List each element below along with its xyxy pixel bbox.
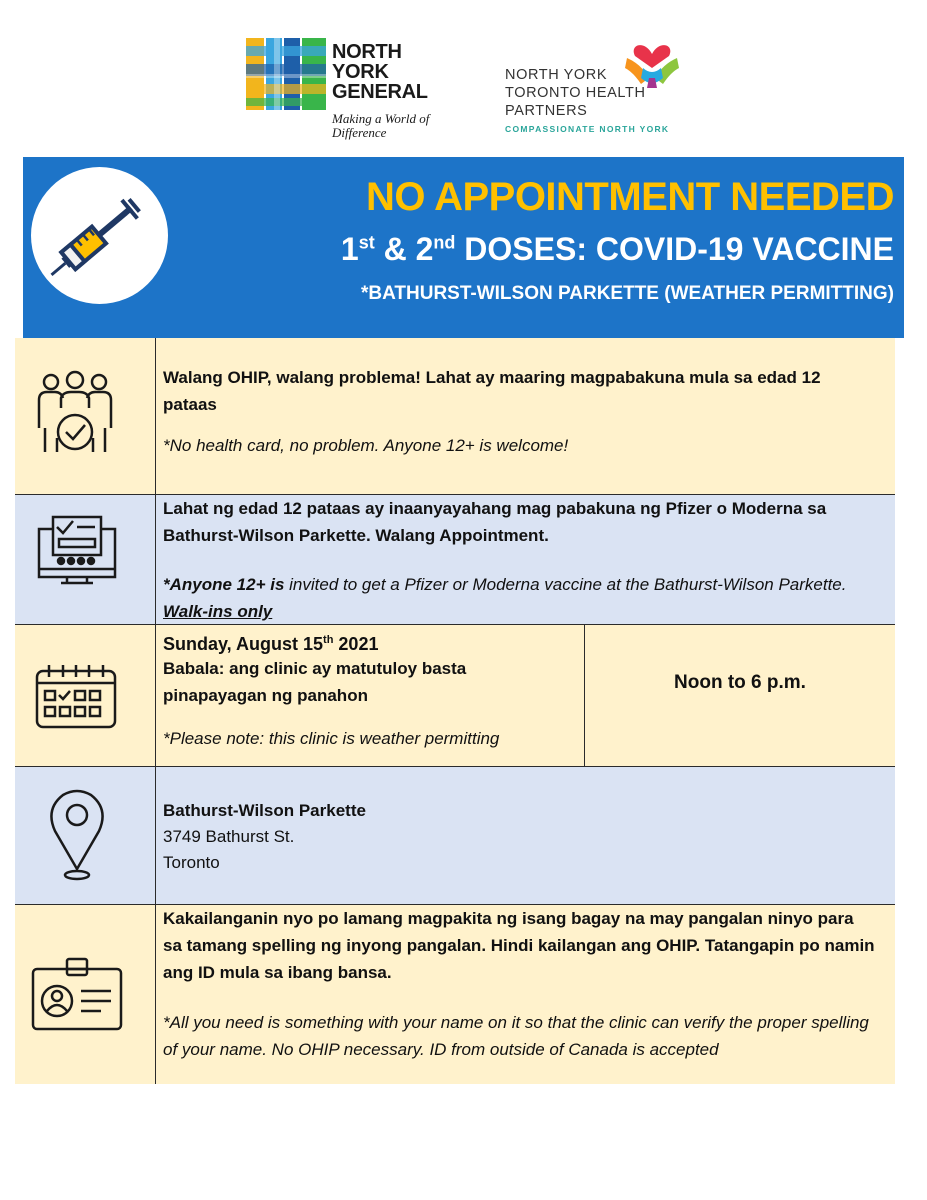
ohip-tagalog: Walang OHIP, walang problema! Lahat ay maaring magpabakuna mula sa edad 12 pataas	[163, 368, 821, 414]
weather-note-english: *Please note: this clinic is weather permitting	[163, 729, 500, 748]
clinic-date: Sunday, August 15th 2021	[163, 634, 379, 654]
id-english: *All you need is something with your name on it so that the clinic can verify the proper spelling of your name. No OHIP necessary. ID from outside of Canada is accepted	[163, 1013, 869, 1059]
nyt-health-partners-logo	[505, 38, 695, 138]
banner-title: NO APPOINTMENT NEEDED	[365, 175, 894, 219]
computer-checklist-icon	[37, 515, 117, 585]
nth-name: NORTH YORK TORONTO HEALTH PARTNERS	[505, 67, 646, 119]
row-date-time	[15, 624, 895, 766]
calendar-icon	[35, 663, 117, 729]
north-york-general-logo	[246, 38, 446, 148]
invite-english: *Anyone 12+ is invited to get a Pfizer or Moderna vaccine at the Bathurst-Wilson Parkette. Walk-ins only	[163, 575, 847, 621]
row-id-requirement	[15, 904, 895, 1084]
icon-cell	[15, 338, 156, 494]
banner-doses: 1st & 2nd DOSES: COVID-19 VACCINE	[340, 231, 894, 267]
clinic-hours: Noon to 6 p.m.	[674, 672, 806, 693]
row-invitation	[15, 494, 895, 624]
icon-cell	[15, 905, 156, 1084]
syringe-icon	[31, 167, 168, 304]
location-name: Bathurst-Wilson Parkette	[163, 801, 366, 820]
location-city: Toronto	[163, 853, 220, 872]
walk-ins-only: Walk-ins only	[163, 602, 273, 621]
header-banner	[23, 157, 904, 338]
id-tagalog: Kakailanganin nyo po lamang magpakita ng isang bagay na may pangalan ninyo para sa tamang spelling ng inyong pangalan. Hindi kailangan ang OHIP. Tatangapin po namin ang ID mula sa ibang bansa.	[163, 909, 875, 982]
nyg-name: NORTH YORK GENERAL	[332, 41, 428, 103]
weather-warning-tagalog: Babala: ang clinic ay matutuloy basta pinapayagan ng panahon	[163, 659, 467, 705]
nth-subtitle: COMPASSIONATE NORTH YORK	[505, 124, 670, 134]
ohip-english: *No health card, no problem. Anyone 12+ is welcome!	[163, 436, 569, 455]
icon-cell	[15, 495, 156, 624]
map-pin-icon	[49, 789, 105, 881]
invite-tagalog: Lahat ng edad 12 pataas ay inaanyayahang mag pabakuna ng Pfizer o Moderna sa Bathurst-Wilson Parkette. Walang Appointment.	[163, 499, 827, 545]
nyg-tagline: Making a World of Difference	[332, 111, 430, 140]
vaccine-badge	[31, 167, 168, 304]
row-no-health-card	[15, 338, 895, 494]
row-address	[15, 766, 895, 904]
nyg-plaid-icon	[246, 38, 326, 110]
id-card-icon	[31, 957, 123, 1031]
icon-cell	[15, 767, 156, 904]
group-check-icon	[33, 368, 117, 458]
location-street: 3749 Bathurst St.	[163, 827, 295, 846]
banner-location: *BATHURST-WILSON PARKETTE (WEATHER PERMITTING)	[360, 283, 894, 304]
icon-cell	[15, 625, 156, 766]
